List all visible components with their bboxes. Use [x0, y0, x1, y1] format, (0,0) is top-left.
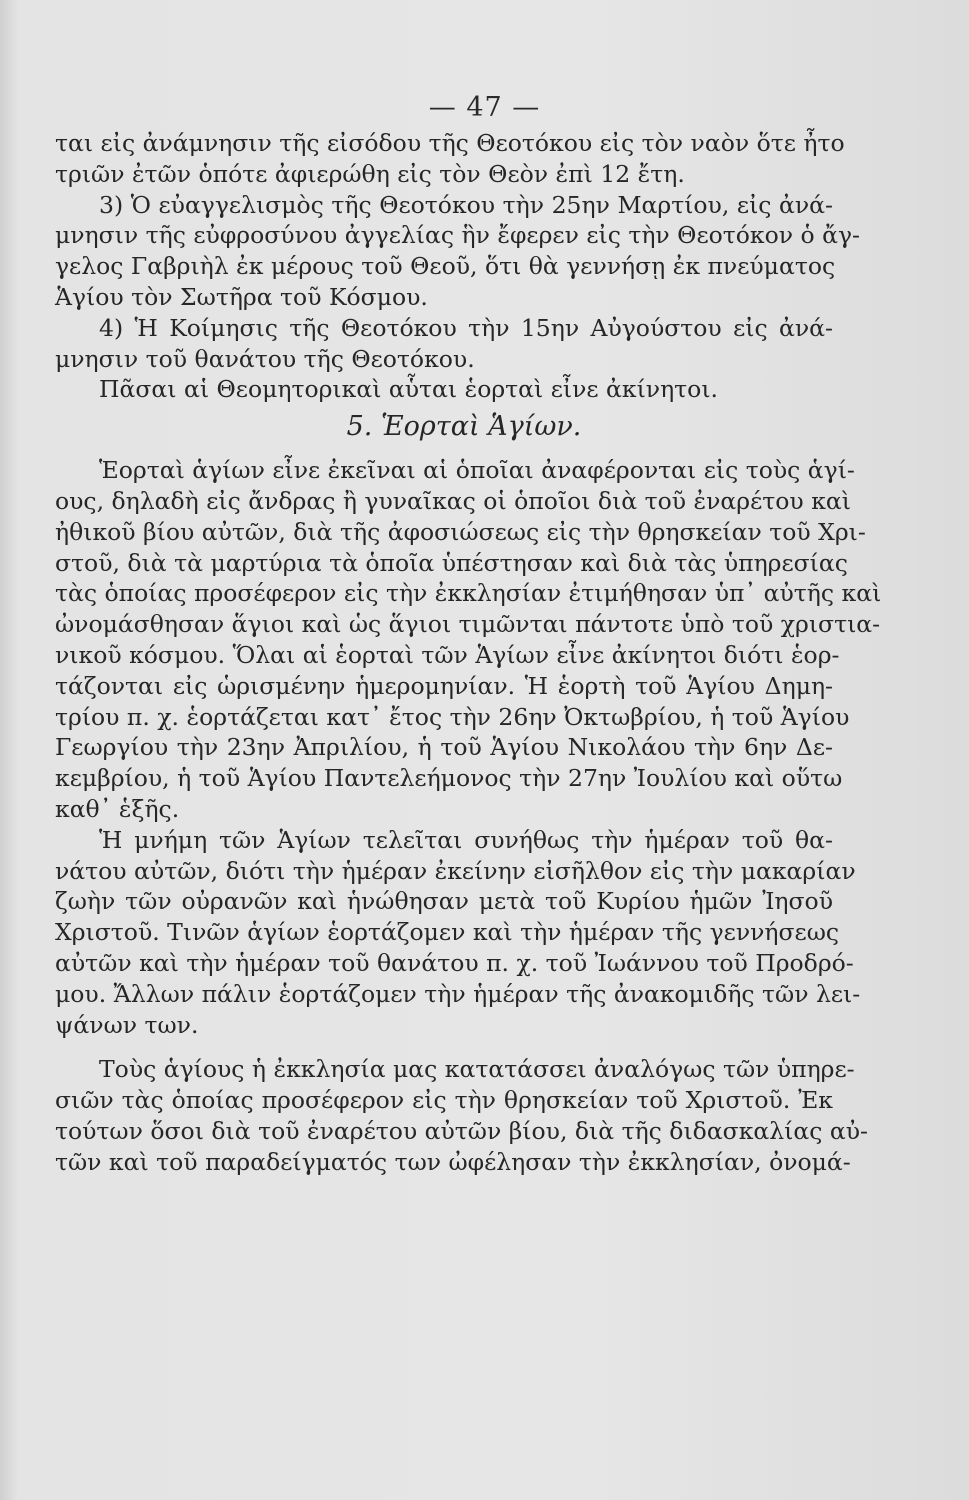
- text-line: 4) Ἡ Κοίμησις τῆς Θεοτόκου τὴν 15ην Αὐγούστου εἰς ἀνά-: [99, 313, 833, 342]
- text-line: ται εἰς ἀνάμνησιν τῆς εἰσόδου τῆς Θεοτόκου εἰς τὸν ναὸν ὅτε ἦτο: [55, 129, 845, 157]
- text-line: Τοὺς ἁγίους ἡ ἐκκλησία μας κατατάσσει ἀναλόγως τῶν ὑπηρε-: [99, 1055, 855, 1084]
- text-line: τούτων ὅσοι διὰ τοῦ ἐναρέτου αὐτῶν βίου, διὰ τῆς διδασκαλίας αὐ-: [55, 1116, 868, 1145]
- text-line: τὰς ὁποίας προσέφερον εἰς τὴν ἐκκλησίαν ἐτιμήθησαν ὑπ᾽ αὐτῆς καὶ: [55, 579, 882, 608]
- text-line: τριῶν ἐτῶν ὁπότε ἀφιερώθη εἰς τὸν Θεὸν ἐπὶ 12 ἔτη.: [55, 159, 685, 188]
- text-line: ψάνων των.: [55, 1010, 199, 1039]
- text-line: κεμβρίου, ἡ τοῦ Ἁγίου Παντελεήμονος τὴν 27ην Ἰουλίου καὶ οὕτω: [55, 764, 843, 793]
- text-line: σιῶν τὰς ὁποίας προσέφερον εἰς τὴν θρησκείαν τοῦ Χριστοῦ. Ἐκ: [55, 1086, 833, 1115]
- text-line: μνησιν τοῦ θανάτου τῆς Θεοτόκου.: [55, 344, 475, 373]
- text-line: στοῦ, διὰ τὰ μαρτύρια τὰ ὁποῖα ὑπέστησαν καὶ διὰ τὰς ὑπηρεσίας: [55, 548, 848, 577]
- text-line: 3) Ὁ εὐαγγελισμὸς τῆς Θεοτόκου τὴν 25ην Μαρτίου, εἰς ἀνά-: [99, 190, 833, 219]
- text-line: ους, δηλαδὴ εἰς ἄνδρας ἢ γυναῖκας οἱ ὁποῖοι διὰ τοῦ ἐναρέτου καὶ: [55, 486, 851, 515]
- text-line: Χριστοῦ. Τινῶν ἁγίων ἑορτάζομεν καὶ τὴν ἡμέραν τῆς γεννήσεως: [55, 918, 840, 947]
- text-line: ἠθικοῦ βίου αὐτῶν, διὰ τῆς ἀφοσιώσεως εἰς τὴν θρησκείαν τοῦ Χρι-: [55, 517, 866, 546]
- text-line: Ἑορταὶ ἁγίων εἶνε ἐκεῖναι αἱ ὁποῖαι ἀναφέρονται εἰς τοὺς ἁγί-: [99, 456, 855, 485]
- page-text: [55, 128, 882, 1178]
- text-line: Ἁγίου τὸν Σωτῆρα τοῦ Κόσμου.: [55, 282, 428, 311]
- text-line: αὐτῶν καὶ τὴν ἡμέραν τοῦ θανάτου π. χ. τοῦ Ἰωάννου τοῦ Προδρό-: [55, 948, 854, 977]
- text-line: τάζονται εἰς ὡρισμένην ἡμερομηνίαν. Ἡ ἑορτὴ τοῦ Ἁγίου Δημη-: [55, 671, 833, 700]
- text-line: τῶν καὶ τοῦ παραδείγματός των ὠφέλησαν τὴν ἐκκλησίαν, ὀνομά-: [55, 1147, 851, 1176]
- text-line: Ἡ μνήμη τῶν Ἁγίων τελεῖται συνήθως τὴν ἡμέραν τοῦ θα-: [99, 825, 833, 854]
- text-line: ὠνομάσθησαν ἅγιοι καὶ ὡς ἅγιοι τιμῶνται πάντοτε ὑπὸ τοῦ χριστια-: [55, 610, 881, 639]
- text-line: νάτου αὐτῶν, διότι τὴν ἡμέραν ἐκείνην εἰσῆλθον εἰς τὴν μακαρίαν: [55, 856, 856, 885]
- text-line: γελος Γαβριὴλ ἐκ μέρους τοῦ Θεοῦ, ὅτι θὰ γεννήσῃ ἐκ πνεύματος: [55, 252, 836, 281]
- text-line: Πᾶσαι αἱ Θεομητορικαὶ αὗται ἑορταὶ εἶνε ἀκίνητοι.: [99, 375, 718, 404]
- text-line: τρίου π. χ. ἑορτάζεται κατ᾽ ἔτος τὴν 26ην Ὀκτωβρίου, ἡ τοῦ Ἁγίου: [55, 702, 850, 731]
- text-line: καθ᾽ ἑξῆς.: [55, 794, 180, 823]
- text-line: Γεωργίου τὴν 23ην Ἀπριλίου, ἡ τοῦ Ἁγίου Νικολάου τὴν 6ην Δε-: [55, 733, 833, 762]
- text-line: μου. Ἄλλων πάλιν ἑορτάζομεν τὴν ἡμέραν τῆς ἀνακομιδῆς τῶν λει-: [55, 979, 861, 1008]
- page-number: — 47 —: [428, 92, 541, 123]
- text-line: ζωὴν τῶν οὐρανῶν καὶ ἡνώθησαν μετὰ τοῦ Κυρίου ἡμῶν Ἰησοῦ: [55, 887, 833, 916]
- paragraph-spacer: [55, 1040, 833, 1054]
- section-heading: 5. Ἑορταὶ Ἁγίων.: [346, 411, 582, 443]
- text-line: νικοῦ κόσμου. Ὅλαι αἱ ἑορταὶ τῶν Ἁγίων εἶνε ἀκίνητοι διότι ἑορ-: [55, 640, 840, 669]
- text-line: μνησιν τῆς εὐφροσύνου ἀγγελίας ἣν ἔφερεν εἰς τὴν Θεοτόκον ὁ ἄγ-: [55, 221, 860, 250]
